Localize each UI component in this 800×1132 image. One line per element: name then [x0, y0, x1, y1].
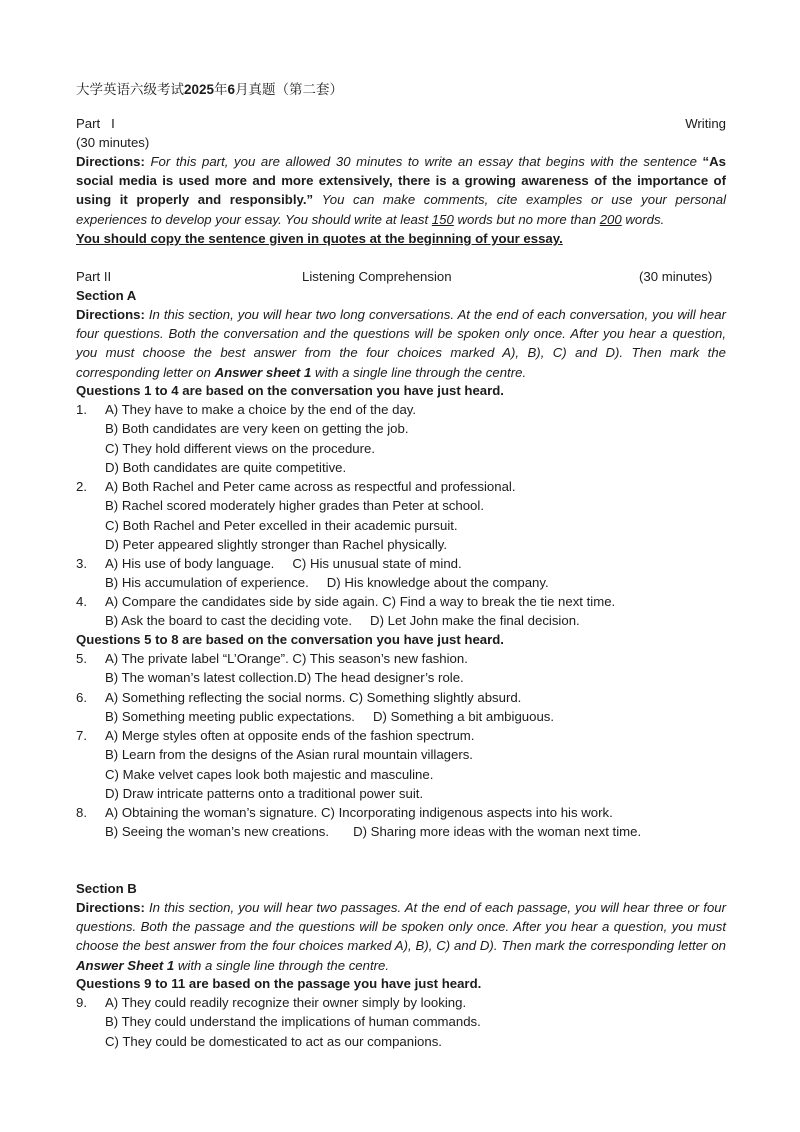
- option: B) Both candidates are very keen on getting the job.: [105, 421, 409, 437]
- section-b-directions: Directions: In this section, you will hear two passages. At the end of each passage, you will hear three or four questions. Both the passage and the questions will be spoken only once. After you hear a question, you must choose the best answer from the four choices marked A), B), C) and D). Then mark the corresponding letter on Answer Sheet 1 with a single line through the centre.: [76, 900, 727, 973]
- part1-note: You should copy the sentence given in quotes at the beginning of your essay.: [76, 231, 563, 246]
- option: D) Peter appeared slightly stronger than Rachel physically.: [105, 536, 448, 552]
- part1-name: Writing: [685, 116, 726, 131]
- option: C) They could be domesticated to act as our companions.: [105, 1033, 442, 1049]
- part2-header: [76, 267, 726, 286]
- question-9: 9. A) They could readily recognize their owner simply by looking. B) They could understand the implications of human commands. C) They could be domesticated to act as our companions.: [76, 993, 726, 1051]
- question-group-5-8: Questions 5 to 8 are based on the conversation you have just heard.: [76, 632, 504, 647]
- option: B) Seeing the woman’s new creations.: [105, 824, 330, 840]
- option: D) His knowledge about the company.: [326, 575, 549, 591]
- min-words: 150: [431, 211, 454, 227]
- max-words: 200: [599, 211, 622, 227]
- option: A) They have to make a choice by the end of the day.: [105, 402, 417, 417]
- option: B) Ask the board to cast the deciding vote.: [105, 613, 353, 629]
- section-b-heading: Section B: [76, 881, 137, 896]
- part1-header: [76, 114, 726, 133]
- option: C) They hold different views on the procedure.: [105, 440, 376, 456]
- option: C) His unusual state of mind.: [292, 556, 462, 571]
- option: D) Both candidates are quite competitive.: [105, 459, 347, 475]
- option: C) Something slightly absurd.: [349, 690, 522, 705]
- directions-label: Directions:: [76, 154, 145, 169]
- option: B) They could understand the implications of human commands.: [105, 1014, 481, 1030]
- option: D) Sharing more ideas with the woman next time.: [353, 824, 642, 840]
- option: C) Make velvet capes look both majestic and masculine.: [105, 766, 434, 782]
- option: A) Compare the candidates side by side again.: [105, 594, 379, 609]
- option: D) Something a bit ambiguous.: [372, 709, 555, 725]
- page-title: 大学英语六级考试2025年6月真题（第二套）: [76, 82, 344, 97]
- section-a-heading: Section A: [76, 288, 137, 303]
- option: C) Find a way to break the tie next time.: [382, 594, 616, 609]
- question-group-1-4: Questions 1 to 4 are based on the conversation you have just heard.: [76, 383, 504, 398]
- part2-name: Listening Comprehension: [302, 269, 452, 284]
- part1-label: Part I: [76, 116, 115, 131]
- part1-directions: Directions: For this part, you are allowed 30 minutes to write an essay that begins with the sentence “As social media is used more and more extensively, there is a growing awareness of the importance of using it properly and responsibly.” You can make comments, cite examples or use your personal experiences to develop your essay. You should write at least 150 words but no more than 200 words.: [76, 154, 726, 227]
- part2-time: (30 minutes): [639, 269, 713, 284]
- question-6: 6. A) Something reflecting the social norms. C) Something slightly absurd. B) Something meeting public expectations. D) Something a bit ambiguous.: [76, 690, 555, 725]
- question-1: 1. A) They have to make a choice by the end of the day. B) Both candidates are very keen on getting the job. C) They hold different views on the procedure. D) Both candidates are quite competitive.: [76, 400, 726, 477]
- option: A) Both Rachel and Peter came across as respectful and professional.: [105, 479, 516, 494]
- option: D) Let John make the final decision.: [370, 613, 580, 629]
- part1-time: (30 minutes): [76, 135, 150, 150]
- option: A) The private label “L’Orange”.: [105, 651, 289, 666]
- question-7: 7. A) Merge styles often at opposite ends of the fashion spectrum. B) Learn from the designs of the Asian rural mountain villagers. C) Make velvet capes look both majestic and masculine. D) Draw intricate patterns onto a traditional power suit.: [76, 726, 726, 803]
- question-5: 5. A) The private label “L’Orange”. C) This season’s new fashion. B) The woman’s latest collection.D) The head designer’s role.: [76, 651, 468, 686]
- option: C) This season’s new fashion.: [292, 651, 468, 666]
- option: A) They could readily recognize their owner simply by looking.: [105, 995, 467, 1010]
- question-8: 8. A) Obtaining the woman’s signature. C) Incorporating indigenous aspects into his work. B) Seeing the woman’s new creations. D) Sharing more ideas with the woman next time.: [76, 805, 642, 840]
- question-3: 3. A) His use of body language. C) His unusual state of mind. B) His accumulation of experience. D) His knowledge about the company.: [76, 556, 549, 591]
- option: A) His use of body language.: [105, 556, 275, 571]
- option: C) Both Rachel and Peter excelled in their academic pursuit.: [105, 517, 458, 533]
- option: A) Merge styles often at opposite ends of the fashion spectrum.: [105, 728, 475, 743]
- part2-label: Part II: [76, 269, 112, 284]
- question-4: 4. A) Compare the candidates side by side again. C) Find a way to break the tie next time. B) Ask the board to cast the deciding vote. D) Let John make the final decision.: [76, 594, 616, 629]
- essay-prompt-quote: “As social media is used more and more extensively, there is a growing awareness of the importance of using it properly and responsibly.”: [76, 154, 726, 208]
- question-group-9-11: Questions 9 to 11 are based on the passage you have just heard.: [76, 976, 482, 991]
- option: B) Something meeting public expectations.: [105, 709, 355, 725]
- option: B) Rachel scored moderately higher grades than Peter at school.: [105, 498, 484, 514]
- option: B) His accumulation of experience.: [105, 575, 309, 591]
- option: B) Learn from the designs of the Asian rural mountain villagers.: [105, 747, 473, 763]
- option: D) Draw intricate patterns onto a traditional power suit.: [105, 785, 424, 801]
- option: A) Something reflecting the social norms.: [105, 690, 346, 705]
- option: D) The head designer’s role.: [297, 670, 464, 686]
- question-2: 2. A) Both Rachel and Peter came across as respectful and professional. B) Rachel scored moderately higher grades than Peter at school. C) Both Rachel and Peter excelled in their academic pursuit. D) Peter appeared slightly stronger than Rachel physically.: [76, 477, 726, 554]
- option: B) The woman’s latest collection.: [105, 670, 298, 686]
- option: C) Incorporating indigenous aspects into his work.: [321, 805, 613, 820]
- section-a-directions: Directions: In this section, you will hear two long conversations. At the end of each conversation, you will hear four questions. Both the conversation and the questions will be spoken only once. After you hear a question, you must choose the best answer from the four choices marked A), B), C) and D). Then mark the corresponding letter on Answer sheet 1 with a single line through the centre.: [76, 307, 726, 380]
- option: A) Obtaining the woman’s signature.: [105, 805, 318, 820]
